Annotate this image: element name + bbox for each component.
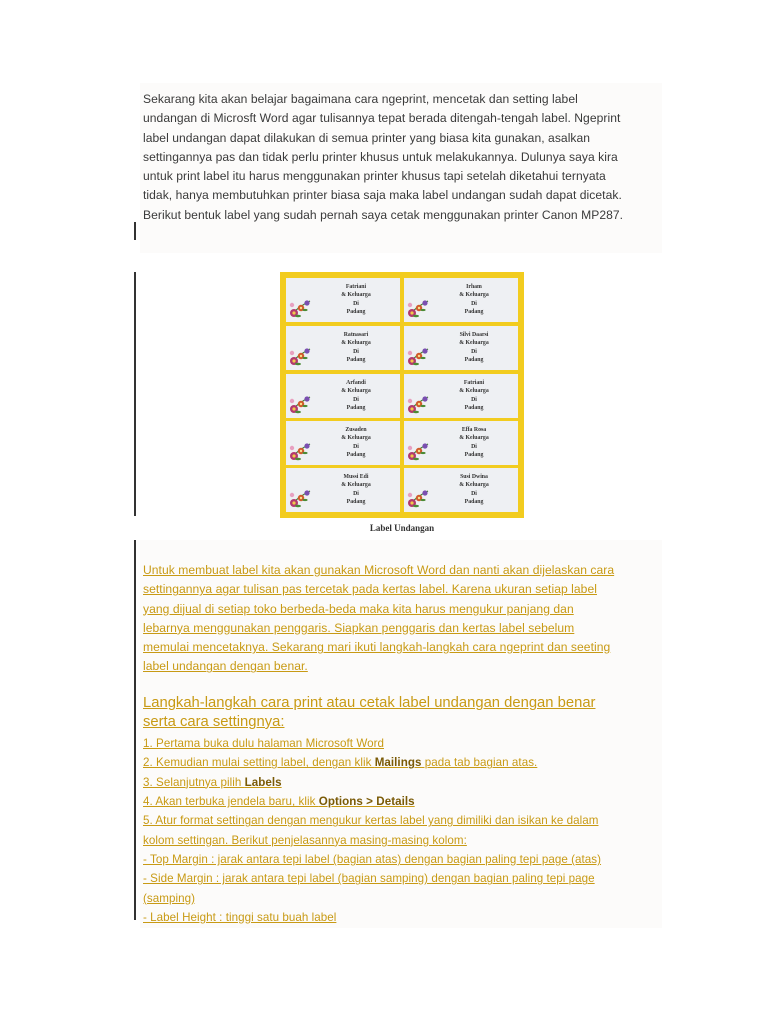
- flower-decoration-icon: [288, 295, 314, 321]
- mailings-keyword[interactable]: Mailings: [374, 756, 422, 770]
- side-margin-item[interactable]: - Side Margin : jarak antara tepi label (bagian samping) dengan bagian paling tepi page: [143, 872, 595, 886]
- flower-decoration-icon: [288, 485, 314, 511]
- label-text-line: Padang: [464, 356, 484, 363]
- label-text-line: Zusaden: [345, 427, 367, 433]
- body-line[interactable]: label undangan dengan benar.: [143, 659, 308, 674]
- label-text-line: & Keluarga: [341, 388, 371, 395]
- invitation-label: [286, 421, 400, 465]
- label-text-line: Padang: [346, 308, 366, 315]
- label-text-line: Padang: [464, 498, 484, 505]
- invitation-label: [404, 326, 518, 370]
- label-sheet-photo: [280, 272, 524, 518]
- steps-heading-line[interactable]: serta cara settingnya:: [143, 714, 285, 730]
- body-line[interactable]: settingannya agar tulisan pas tercetak pada kertas label. Karena ukuran setiap label: [143, 582, 597, 597]
- label-text: [316, 473, 396, 506]
- steps-heading[interactable]: [143, 694, 595, 732]
- label-text-line: Silvi Daarsi: [459, 332, 489, 338]
- intro-line: settingannya pas dan tidak perlu printer khusus untuk melakukannya. Dulunya saya kira: [143, 149, 618, 164]
- flower-decoration-icon: [406, 485, 432, 511]
- label-text-line: Di: [353, 490, 359, 497]
- label-text-line: Padang: [346, 451, 366, 458]
- label-text-line: Padang: [346, 356, 366, 363]
- label-text-line: Di: [353, 443, 359, 450]
- label-text-line: & Keluarga: [341, 292, 371, 299]
- label-text: [316, 426, 396, 459]
- flower-decoration-icon: [406, 391, 432, 417]
- label-text-line: Mussi Edi: [343, 474, 369, 480]
- intro-line: undangan di Microsft Word agar tulisannya tepat berada ditengah-tengah label. Ngeprint: [143, 111, 621, 126]
- steps-heading-line[interactable]: Langkah-langkah cara print atau cetak label undangan dengan benar: [143, 695, 596, 711]
- body-left-bar: [134, 540, 136, 920]
- step-3-text[interactable]: 3. Selanjutnya pilih: [143, 775, 245, 789]
- label-text-line: Di: [471, 396, 477, 403]
- intro-left-bar: [134, 222, 136, 240]
- label-text-line: Padang: [464, 404, 484, 411]
- flower-decoration-icon: [288, 343, 314, 369]
- invitation-label: [404, 421, 518, 465]
- label-text-line: Di: [471, 348, 477, 355]
- side-margin-item-cont[interactable]: (samping): [143, 891, 195, 905]
- flower-decoration-icon: [406, 295, 432, 321]
- intro-line: tidak, hanya membutuhkan printer biasa saja maka label undangan sudah dapat dicetak.: [143, 188, 622, 203]
- label-text-line: & Keluarga: [459, 388, 489, 395]
- label-text-line: Di: [353, 396, 359, 403]
- steps-list[interactable]: [143, 734, 601, 927]
- label-text-line: & Keluarga: [341, 340, 371, 347]
- intro-line: untuk print label itu harus menggunakan printer khusus tapi setelah diketahui ternyata: [143, 169, 606, 184]
- body-line[interactable]: lebarnya menggunakan penggaris. Siapkan penggaris dan kertas label sebelum: [143, 620, 575, 635]
- label-text-line: Arfandi: [346, 380, 366, 386]
- label-height-item[interactable]: - Label Height : tinggi satu buah label: [143, 911, 337, 925]
- flower-decoration-icon: [406, 343, 432, 369]
- label-text: [316, 283, 396, 316]
- step-1[interactable]: 1. Pertama buka dulu halaman Microsoft Word: [143, 737, 385, 750]
- label-text: [316, 331, 396, 364]
- labels-keyword[interactable]: Labels: [244, 775, 282, 789]
- invitation-label: [404, 278, 518, 322]
- invitation-label: [404, 468, 518, 512]
- label-text-line: Di: [353, 348, 359, 355]
- label-text-line: Di: [471, 443, 477, 450]
- label-text-line: & Keluarga: [459, 435, 489, 442]
- step-4[interactable]: [143, 792, 601, 811]
- label-text-line: Padang: [464, 451, 484, 458]
- flower-decoration-icon: [288, 391, 314, 417]
- label-text-line: Di: [353, 300, 359, 307]
- invitation-label: [286, 326, 400, 370]
- options-details-keyword[interactable]: Options > Details: [318, 795, 415, 809]
- label-text-line: Padang: [346, 498, 366, 505]
- step-2-text[interactable]: 2. Kemudian mulai setting label, dengan klik: [143, 756, 375, 770]
- step-2-text-end[interactable]: pada tab bagian atas.: [421, 756, 538, 770]
- invitation-label: [286, 278, 400, 322]
- label-text-line: & Keluarga: [341, 435, 371, 442]
- label-text-line: Irham: [466, 284, 482, 290]
- label-text-line: Di: [471, 490, 477, 497]
- body-line[interactable]: Untuk membuat label kita akan gunakan Microsoft Word dan nanti akan dijelaskan cara: [143, 563, 615, 577]
- step-5[interactable]: 5. Atur format settingan dengan mengukur kertas label yang dimiliki dan isikan ke dalam: [143, 814, 599, 828]
- label-text-line: & Keluarga: [459, 292, 489, 299]
- label-text-line: Ratnasari: [343, 332, 369, 338]
- invitation-label: [404, 374, 518, 418]
- invitation-label: [286, 468, 400, 512]
- label-text-line: Padang: [346, 404, 366, 411]
- label-text-line: Susi Dwina: [460, 474, 488, 480]
- intro-paragraph: [143, 90, 623, 225]
- invitation-label: [286, 374, 400, 418]
- step-5-cont[interactable]: kolom settingan. Berikut penjelasannya masing-masing kolom:: [143, 833, 467, 847]
- label-text-line: Fatriani: [463, 380, 485, 386]
- intro-line: label undangan dapat dilakukan di semua printer yang biasa kita gunakan, asalkan: [143, 130, 591, 145]
- label-text: [434, 473, 514, 506]
- label-text: [434, 426, 514, 459]
- label-text-line: Effa Rosa: [461, 427, 487, 433]
- label-text-line: Padang: [464, 308, 484, 315]
- body-line[interactable]: memulai mencetaknya. Sekarang mari ikuti langkah-langkah cara ngeprint dan seeting: [143, 640, 611, 655]
- flower-decoration-icon: [406, 438, 432, 464]
- label-text-line: & Keluarga: [459, 340, 489, 347]
- step-4-text[interactable]: 4. Akan terbuka jendela baru, klik: [143, 795, 319, 809]
- label-text-line: & Keluarga: [459, 482, 489, 489]
- flower-decoration-icon: [288, 438, 314, 464]
- figure-caption: Label Undangan: [369, 523, 435, 533]
- intro-line: Sekarang kita akan belajar bagaimana cara ngeprint, mencetak dan setting label: [143, 92, 578, 106]
- label-text: [434, 283, 514, 316]
- body-paragraph[interactable]: [143, 561, 614, 677]
- label-text-line: Fatriani: [345, 284, 367, 290]
- label-text-line: & Keluarga: [341, 482, 371, 489]
- label-text: [434, 379, 514, 412]
- label-text: [316, 379, 396, 412]
- step-3[interactable]: [143, 773, 601, 792]
- top-margin-item[interactable]: - Top Margin : jarak antara tepi label (bagian atas) dengan bagian paling tepi page (atas): [143, 853, 602, 867]
- label-text: [434, 331, 514, 364]
- label-text-line: Di: [471, 300, 477, 307]
- figure-left-bar: [134, 272, 136, 516]
- step-2[interactable]: [143, 753, 601, 772]
- body-line[interactable]: yang dijual di setiap toko berbeda-beda maka kita harus mengukur panjang dan: [143, 601, 574, 616]
- intro-line: Berikut bentuk label yang sudah pernah saya cetak menggunakan printer Canon MP287.: [143, 207, 624, 222]
